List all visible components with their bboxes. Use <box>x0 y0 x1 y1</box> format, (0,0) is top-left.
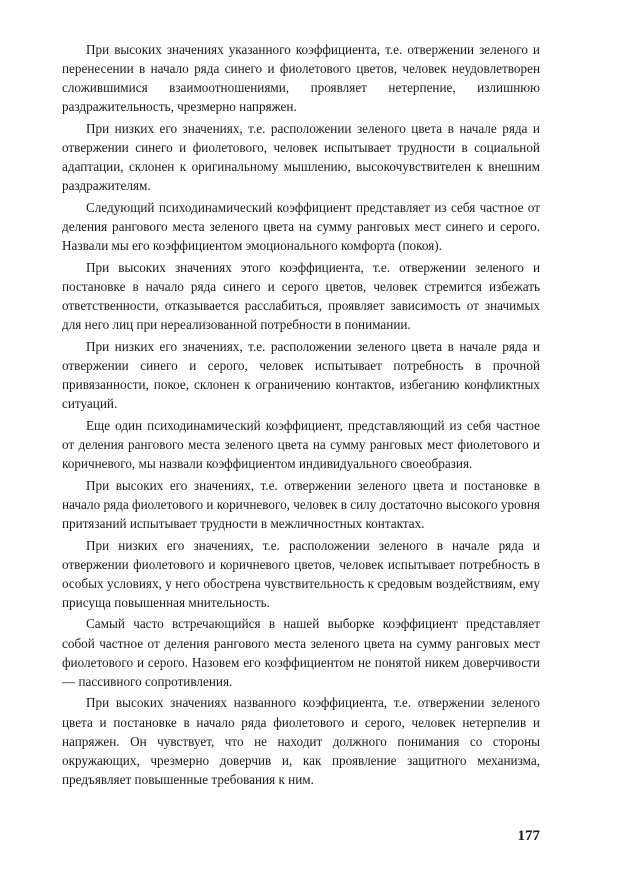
paragraph-1: При высоких значениях указанного коэффициента, т.е. отвержении зеленого и перенесении в начало ряда синего и фиолетового цветов, человек неудовлетворен сложившимися взаимоотношениями, проявляет нетерпение, излишнюю раздражительность, чрезмерно напряжен. <box>62 42 540 115</box>
paragraph-3: Следующий психодинамический коэффициент представляет из себя частное от деления рангового места зеленого цвета на сумму ранговых мест синего и серого. Назвали мы его коэффициентом эмоционального комфорта (покоя). <box>62 199 540 254</box>
page-body <box>62 40 540 792</box>
paragraph-5: При низких его значениях, т.е. расположении зеленого цвета в начале ряда и отвержении синего и серого, человек испытывает потребность в прочной привязанности, покое, склонен к ограничению контактов, избеганию конфликтных ситуаций. <box>62 338 540 412</box>
paragraph-8: При низких его значениях, т.е. расположении зеленого в начале ряда и отвержении фиолетового и коричневого цветов, человек испытывает потребность в особых условиях, у него обострена чувствительность к средовым воздействиям, ему присуща повышенная мнительность. <box>62 537 540 610</box>
page-number: 177 <box>517 828 540 844</box>
paragraph-7: При высоких его значениях, т.е. отвержении зеленого цвета и постановке в начало ряда фиолетового и коричневого, человек в силу достаточно высокого уровня притязаний испытывает трудности в межличностных контактах. <box>62 477 540 531</box>
paragraph-10: При высоких значениях названного коэффициента, т.е. отвержении зеленого цвета и постановке в начало ряда фиолетового и серого, человек нетерпелив и напряжен. Он чувствует, что не находит должного понимания со стороны окружающих, чрезмерно доверчив и, как проявление защитного механизма, предъявляет повышенные требования к ним. <box>62 695 540 787</box>
paragraph-4: При высоких значениях этого коэффициента, т.е. отвержении зеленого и постановке в начало ряда синего и серого цветов, человек стремится избежать ответственности, отказывается расслабиться, проявляет зависимость от значимых для него лиц при нереализованной потребности в понимании. <box>62 259 540 333</box>
paragraph-9: Самый часто встречающийся в нашей выборке коэффициент представляет собой частное от деления рангового места зеленого цвета на сумму ранговых мест фиолетового и серого. Назовем его коэффициентом не понятой никем доверчивости — пассивного сопротивления. <box>62 616 540 689</box>
paragraph-6: Еще один психодинамический коэффициент, представляющий из себя частное от деления рангового места зеленого цвета на сумму ранговых мест фиолетового и коричневого, мы назвали коэффициентом индивидуального своеобразия. <box>62 417 540 471</box>
paragraph-2: При низких его значениях, т.е. расположении зеленого цвета в начале ряда и отвержении синего и фиолетового, человек испытывает трудности в социальной адаптации, склонен к оригинальному мышлению, высокочувствителен к внешним раздражителям. <box>62 120 540 194</box>
